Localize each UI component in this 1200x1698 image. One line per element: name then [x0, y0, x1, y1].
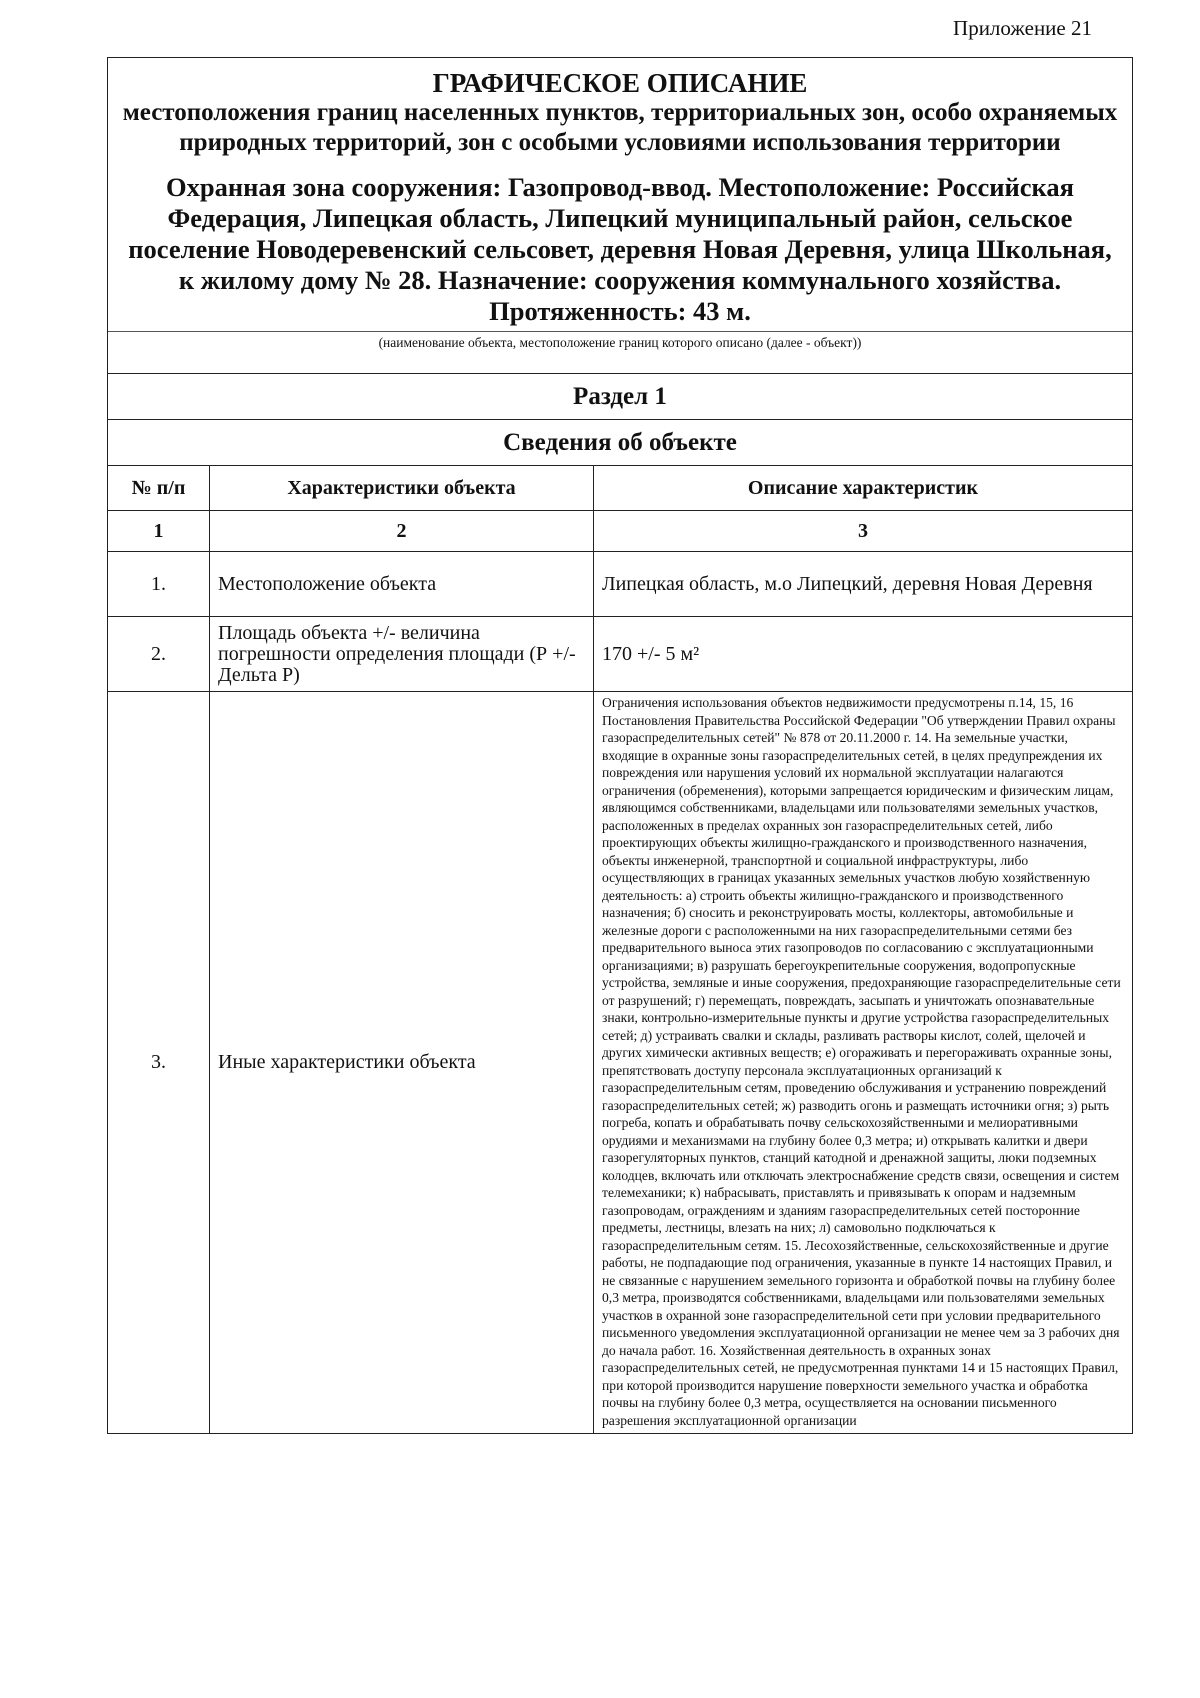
- characteristics-table: [108, 466, 1132, 1433]
- table-row: [108, 617, 1132, 692]
- column-number-row: [108, 511, 1132, 552]
- column-number-cell: 2: [210, 511, 594, 552]
- document-header: [108, 58, 1132, 332]
- row-characteristic: Местоположение объекта: [210, 552, 594, 617]
- section-title: Сведения об объекте: [108, 420, 1132, 466]
- table-header-row: [108, 466, 1132, 511]
- row-description: Липецкая область, м.о Липецкий, деревня Новая Деревня: [594, 552, 1133, 617]
- row-characteristic: Иные характеристики объекта: [210, 692, 594, 1434]
- document-title: ГРАФИЧЕСКОЕ ОПИСАНИЕ: [432, 68, 808, 98]
- column-number-cell: 3: [594, 511, 1133, 552]
- table-header-cell: № п/п: [108, 466, 210, 511]
- row-number: 1.: [108, 552, 210, 617]
- row-characteristic: Площадь объекта +/- величина погрешности определения площади (Р +/- Дельта Р): [210, 617, 594, 692]
- row-description: 170 +/- 5 м²: [594, 617, 1133, 692]
- object-name: Охранная зона сооружения: Газопровод-ввод. Местоположение: Российская Федерация, Липецкая область, Липецкий муниципальный район, сельское поселение Новодеревенский сельсовет, деревня Новая Деревня, улица Школьная, к жилому дому № 28. Назначение: сооружения коммунального хозяйства. Протяженность: 43 м.: [128, 172, 1112, 326]
- column-number-cell: 1: [108, 511, 210, 552]
- appendix-label: Приложение 21: [953, 16, 1092, 40]
- row-number: 2.: [108, 617, 210, 692]
- section-number: Раздел 1: [108, 374, 1132, 420]
- object-caption: (наименование объекта, местоположение границ которого описано (далее - объект)): [108, 332, 1132, 374]
- row-description: Ограничения использования объектов недвижимости предусмотрены п.14, 15, 16 Постановления Правительства Российской Федерации "Об утверждении Правил охраны газораспределительных сетей" № 878 от 20.11.2000 г. 14. На земельные участки, входящие в охранные зоны газораспределительных сетей, в целях предупреждения их повреждения или нарушения условий их нормальной эксплуатации налагаются ограничения (обременения), которыми запрещается юридическим и физическим лицам, являющимся собственниками, владельцами или пользователями земельных участков, расположенных в пределах охранных зон газораспределительных сетей, либо проектирующих объекты жилищно-гражданского и производственного назначения, объекты инженерной, транспортной и социальной инфраструктуры, либо осуществляющих в границах указанных земельных участков любую хозяйственную деятельность: а) строить объекты жилищно-гражданского и производственного назначения; б) сносить и реконструировать мосты, коллекторы, автомобильные и железные дороги с расположенными на них газораспределительными сетями без предварительного выноса этих газопроводов по согласованию с эксплуатационными организациями; в) разрушать берегоукрепительные сооружения, водопропускные устройства, земляные и иные сооружения, предохраняющие газораспределительные сети от разрушений; г) перемещать, повреждать, засыпать и уничтожать опознавательные знаки, контрольно-измерительные пункты и другие устройства газораспределительных сетей; д) устраивать свалки и склады, разливать растворы кислот, солей, щелочей и других химически активных веществ; е) огораживать и перегораживать охранные зоны, препятствовать доступу персонала эксплуатационных организаций к газораспределительным сетям, проведению обслуживания и устранению повреждений газораспределительных сетей; ж) разводить огонь и размещать источники огня; з) рыть погреба, копать и обрабатывать почву сельскохозяйственными и мелиоративными орудиями и механизмами на глубину более 0,3 метра; и) открывать калитки и двери газорегуляторных пунктов, станций катодной и дренажной защиты, люки подземных колодцев, включать или отключать электроснабжение средств связи, освещения и систем телемеханики; к) набрасывать, приставлять и привязывать к опорам и надземным газопроводам, ограждениям и зданиям газораспределительных сетей посторонние предметы, лестницы, влезать на них; л) самовольно подключаться к газораспределительным сетям. 15. Лесохозяйственные, сельскохозяйственные и другие работы, не подпадающие под ограничения, указанные в пункте 14 настоящих Правил, и не связанные с нарушением земельного горизонта и обработкой почвы на глубину более 0,3 метра, производятся собственниками, владельцами или пользователями земельных участков в охранной зоне газораспределительной сети при условии предварительного письменного уведомления эксплуатационной организации не менее чем за 3 рабочих дня до начала работ. 16. Хозяйственная деятельность в охранных зонах газораспределительных сетей, не предусмотренная пунктами 14 и 15 настоящих Правил, при которой производится нарушение поверхности земельного участка и обработка почвы на глубину более 0,3 метра, осуществляется на основании письменного разрешения эксплуатационной организации: [594, 692, 1133, 1434]
- table-header-cell: Характеристики объекта: [210, 466, 594, 511]
- row-number: 3.: [108, 692, 210, 1434]
- table-row: [108, 692, 1132, 1434]
- table-header-cell: Описание характеристик: [594, 466, 1133, 511]
- document-subtitle: местоположения границ населенных пунктов, территориальных зон, особо охраняемых природных территорий, зон с особыми условиями использования территории: [122, 99, 1118, 156]
- document-frame: [107, 57, 1133, 1434]
- table-row: [108, 552, 1132, 617]
